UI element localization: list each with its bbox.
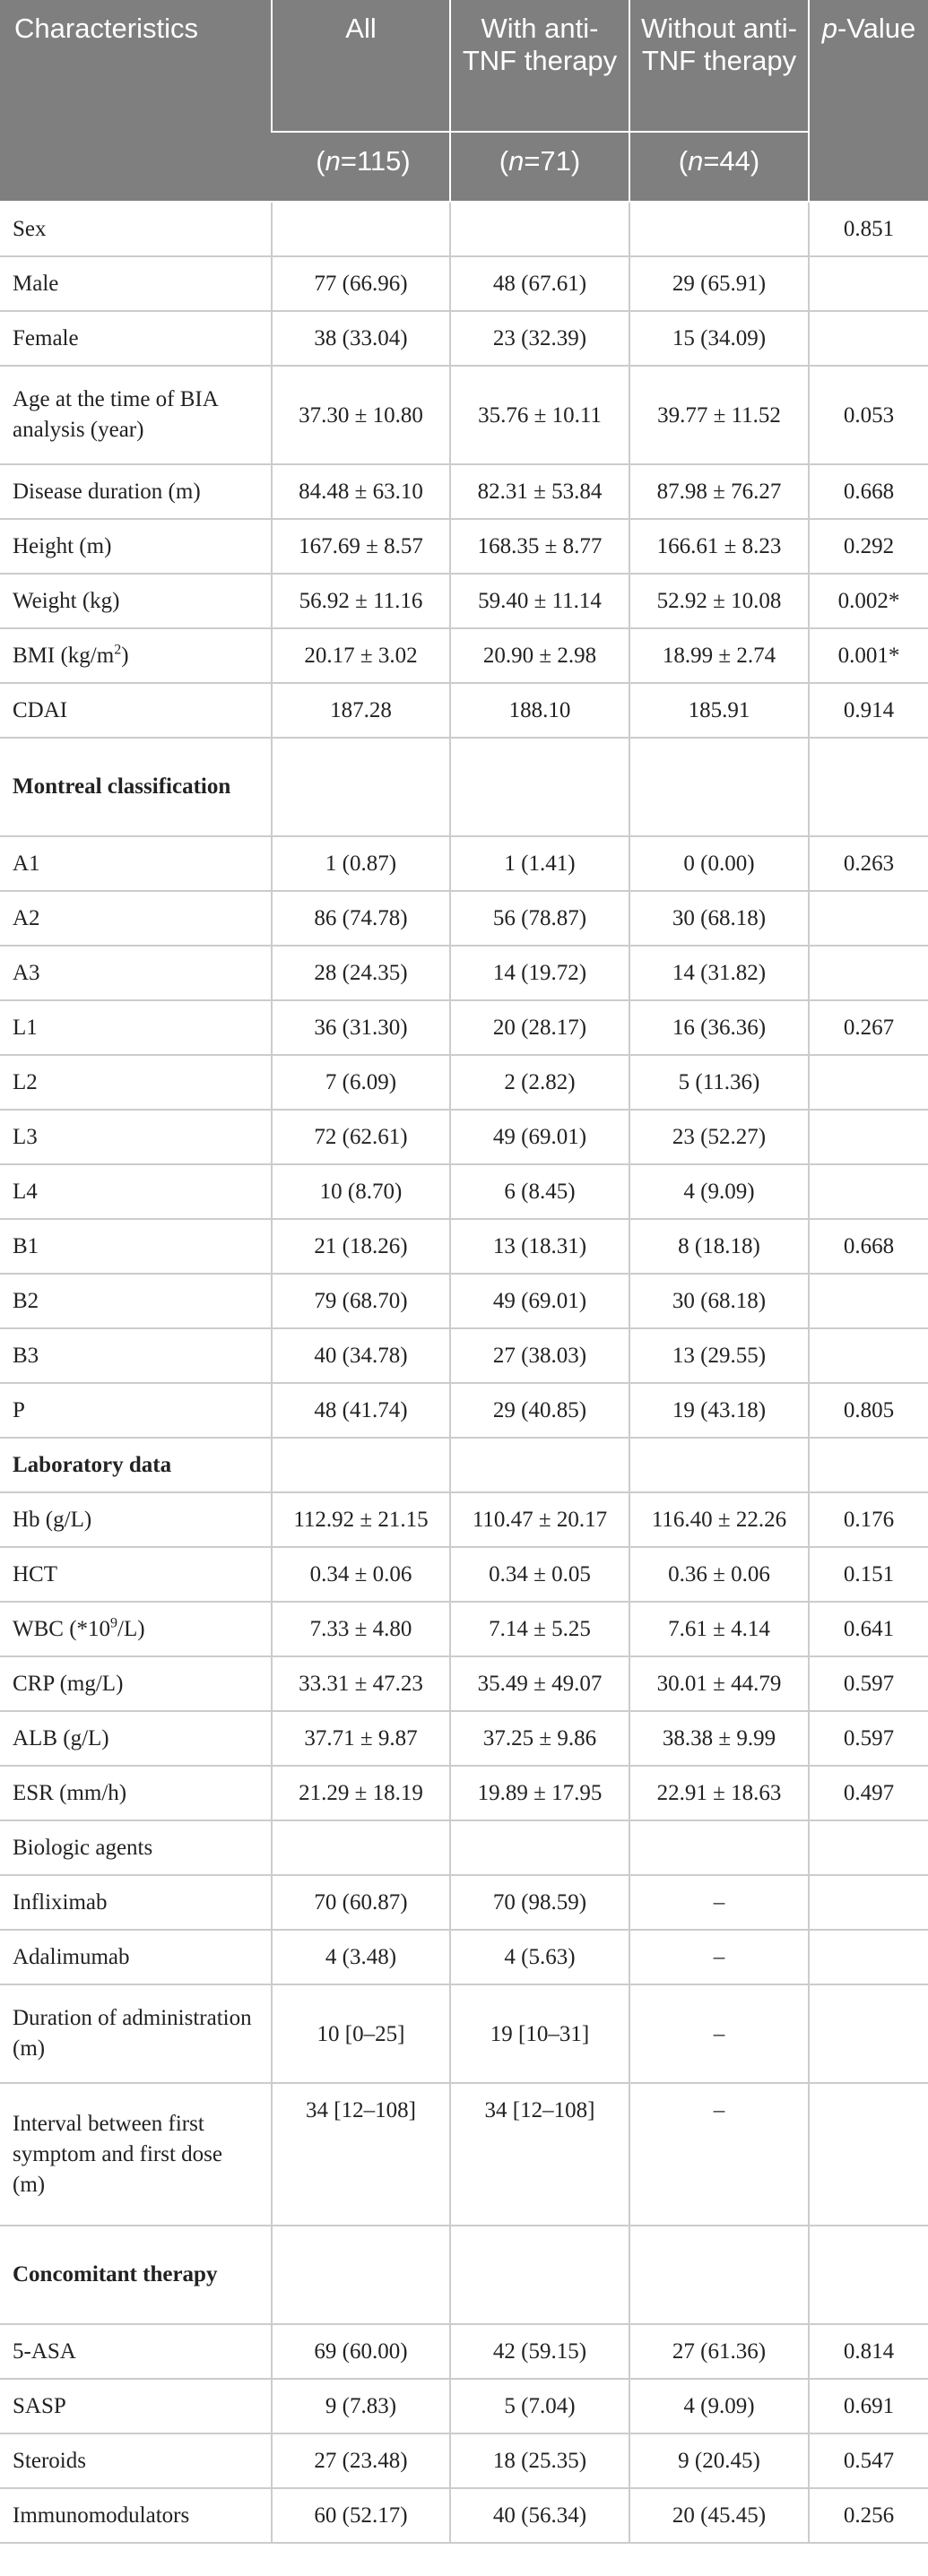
row-label: Biologic agents xyxy=(0,1820,272,1875)
row-label: Height (m) xyxy=(0,519,272,574)
table-row xyxy=(0,256,928,311)
table-row-section xyxy=(0,738,928,836)
cell-with: 34 [12–108] xyxy=(450,2083,629,2226)
cell-all: 4 (3.48) xyxy=(272,1930,450,1984)
cell-without: 38.38 ± 9.99 xyxy=(629,1711,809,1766)
table-row xyxy=(0,202,928,256)
cell-p xyxy=(809,1438,928,1492)
cell-with: 59.40 ± 11.14 xyxy=(450,574,629,628)
row-label: Age at the time of BIA analysis (year) xyxy=(0,366,272,464)
cell-without xyxy=(629,1438,809,1492)
cell-without: 18.99 ± 2.74 xyxy=(629,628,809,683)
cell-with: 23 (32.39) xyxy=(450,311,629,366)
cell-with: 82.31 ± 53.84 xyxy=(450,464,629,519)
cell-p: 0.668 xyxy=(809,1219,928,1274)
row-label: ALB (g/L) xyxy=(0,1711,272,1766)
cell-p xyxy=(809,311,928,366)
cell-without: 4 (9.09) xyxy=(629,1164,809,1219)
table-row-section xyxy=(0,1438,928,1492)
header-n-all xyxy=(272,132,450,202)
cell-with: 168.35 ± 8.77 xyxy=(450,519,629,574)
cell-p xyxy=(809,946,928,1000)
cell-with: 6 (8.45) xyxy=(450,1164,629,1219)
row-label: HCT xyxy=(0,1547,272,1602)
n-all-var: n xyxy=(325,145,341,177)
cell-p: 0.805 xyxy=(809,1383,928,1438)
p-value-rest: -Value xyxy=(837,13,916,44)
cell-with: 27 (38.03) xyxy=(450,1328,629,1383)
table-row xyxy=(0,1984,928,2083)
row-label: CRP (mg/L) xyxy=(0,1656,272,1711)
row-label: Immunomodulators xyxy=(0,2488,272,2543)
cell-p: 0.256 xyxy=(809,2488,928,2543)
cell-without: 9 (20.45) xyxy=(629,2433,809,2488)
row-label: Duration of administration (m) xyxy=(0,1984,272,2083)
cell-with: 110.47 ± 20.17 xyxy=(450,1492,629,1547)
header-all: All xyxy=(272,0,450,132)
row-label: 5-ASA xyxy=(0,2324,272,2379)
cell-p xyxy=(809,1274,928,1328)
cell-with: 20 (28.17) xyxy=(450,1000,629,1055)
cell-p: 0.597 xyxy=(809,1656,928,1711)
cell-p xyxy=(809,1930,928,1984)
cell-without xyxy=(629,738,809,836)
cell-with: 70 (98.59) xyxy=(450,1875,629,1930)
row-label: SASP xyxy=(0,2379,272,2433)
cell-all: 27 (23.48) xyxy=(272,2433,450,2488)
table-row xyxy=(0,1492,928,1547)
header-row xyxy=(0,0,928,132)
cell-all: 72 (62.61) xyxy=(272,1110,450,1164)
cell-p: 0.641 xyxy=(809,1602,928,1656)
cell-all: 70 (60.87) xyxy=(272,1875,450,1930)
cell-p xyxy=(809,891,928,946)
cell-p: 0.001* xyxy=(809,628,928,683)
table-row xyxy=(0,464,928,519)
header-characteristics: Characteristics xyxy=(0,0,272,202)
row-label: Sex xyxy=(0,202,272,256)
header-with-anti-tnf: With anti-TNF therapy xyxy=(450,0,629,132)
cell-p xyxy=(809,738,928,836)
cell-p: 0.597 xyxy=(809,1711,928,1766)
cell-without: 13 (29.55) xyxy=(629,1328,809,1383)
cell-p: 0.151 xyxy=(809,1547,928,1602)
table-row xyxy=(0,311,928,366)
bmi-sup: 2 xyxy=(114,642,122,658)
cell-all: 69 (60.00) xyxy=(272,2324,450,2379)
row-label: A1 xyxy=(0,836,272,891)
section-label: Concomitant therapy xyxy=(0,2226,272,2324)
table-row xyxy=(0,2433,928,2488)
header-n-without xyxy=(629,132,809,202)
cell-all: 37.30 ± 10.80 xyxy=(272,366,450,464)
cell-without xyxy=(629,2226,809,2324)
cell-without: 14 (31.82) xyxy=(629,946,809,1000)
cell-with: 40 (56.34) xyxy=(450,2488,629,2543)
cell-all: 34 [12–108] xyxy=(272,2083,450,2226)
n-without-val: =44) xyxy=(703,145,760,177)
cell-with: 42 (59.15) xyxy=(450,2324,629,2379)
wbc-label-end: /L) xyxy=(117,1617,145,1641)
table-row xyxy=(0,1274,928,1328)
cell-all: 36 (31.30) xyxy=(272,1000,450,1055)
table-row xyxy=(0,1328,928,1383)
bmi-label-end: ) xyxy=(121,644,129,668)
cell-without: 5 (11.36) xyxy=(629,1055,809,1110)
cell-with: 49 (69.01) xyxy=(450,1274,629,1328)
header-without-anti-tnf: Without anti-TNF therapy xyxy=(629,0,809,132)
row-label xyxy=(0,1602,272,1656)
cell-all xyxy=(272,1820,450,1875)
cell-with: 19 [10–31] xyxy=(450,1984,629,2083)
cell-p: 0.814 xyxy=(809,2324,928,2379)
cell-without: 30.01 ± 44.79 xyxy=(629,1656,809,1711)
cell-all: 112.92 ± 21.15 xyxy=(272,1492,450,1547)
cell-without: 8 (18.18) xyxy=(629,1219,809,1274)
row-label: Interval between first symptom and first dose (m) xyxy=(0,2083,272,2226)
cell-p xyxy=(809,1055,928,1110)
cell-p: 0.547 xyxy=(809,2433,928,2488)
cell-without: 39.77 ± 11.52 xyxy=(629,366,809,464)
cell-all: 28 (24.35) xyxy=(272,946,450,1000)
cell-with: 35.49 ± 49.07 xyxy=(450,1656,629,1711)
cell-without: 30 (68.18) xyxy=(629,891,809,946)
row-label: Infliximab xyxy=(0,1875,272,1930)
cell-p: 0.497 xyxy=(809,1766,928,1820)
cell-with: 1 (1.41) xyxy=(450,836,629,891)
table-row xyxy=(0,1219,928,1274)
cell-p: 0.668 xyxy=(809,464,928,519)
n-with-open: ( xyxy=(499,145,509,177)
n-with-val: =71) xyxy=(524,145,581,177)
table-row xyxy=(0,1930,928,1984)
cell-without: 30 (68.18) xyxy=(629,1274,809,1328)
cell-without: 20 (45.45) xyxy=(629,2488,809,2543)
table-row xyxy=(0,1547,928,1602)
cell-with xyxy=(450,1820,629,1875)
cell-all: 20.17 ± 3.02 xyxy=(272,628,450,683)
row-label: L2 xyxy=(0,1055,272,1110)
cell-all: 7 (6.09) xyxy=(272,1055,450,1110)
table-row xyxy=(0,519,928,574)
table-row xyxy=(0,1656,928,1711)
cell-with: 19.89 ± 17.95 xyxy=(450,1766,629,1820)
wbc-label: WBC (*10 xyxy=(13,1617,111,1641)
cell-without: 166.61 ± 8.23 xyxy=(629,519,809,574)
cell-with: 48 (67.61) xyxy=(450,256,629,311)
table-row-section xyxy=(0,2226,928,2324)
cell-p: 0.914 xyxy=(809,683,928,738)
table-row xyxy=(0,2083,928,2226)
cell-all: 33.31 ± 47.23 xyxy=(272,1656,450,1711)
cell-p: 0.267 xyxy=(809,1000,928,1055)
cell-without xyxy=(629,202,809,256)
cell-all xyxy=(272,2226,450,2324)
cell-without: – xyxy=(629,1984,809,2083)
cell-p xyxy=(809,2226,928,2324)
row-label: Adalimumab xyxy=(0,1930,272,1984)
cell-all xyxy=(272,202,450,256)
row-label: Female xyxy=(0,311,272,366)
cell-all: 56.92 ± 11.16 xyxy=(272,574,450,628)
table-row xyxy=(0,628,928,683)
cell-all: 60 (52.17) xyxy=(272,2488,450,2543)
cell-all: 48 (41.74) xyxy=(272,1383,450,1438)
n-without-var: n xyxy=(688,145,704,177)
row-label: CDAI xyxy=(0,683,272,738)
cell-with: 4 (5.63) xyxy=(450,1930,629,1984)
wbc-sup: 9 xyxy=(110,1615,118,1631)
cell-without: – xyxy=(629,1930,809,1984)
cell-without: 4 (9.09) xyxy=(629,2379,809,2433)
row-label: Disease duration (m) xyxy=(0,464,272,519)
cell-all: 1 (0.87) xyxy=(272,836,450,891)
cell-all xyxy=(272,1438,450,1492)
n-all-open: ( xyxy=(316,145,325,177)
cell-with: 14 (19.72) xyxy=(450,946,629,1000)
cell-all: 86 (74.78) xyxy=(272,891,450,946)
table-row xyxy=(0,1000,928,1055)
n-with-var: n xyxy=(508,145,525,177)
cell-all: 9 (7.83) xyxy=(272,2379,450,2433)
cell-with: 2 (2.82) xyxy=(450,1055,629,1110)
table-row xyxy=(0,1820,928,1875)
row-label: ESR (mm/h) xyxy=(0,1766,272,1820)
row-label: B3 xyxy=(0,1328,272,1383)
cell-all: 84.48 ± 63.10 xyxy=(272,464,450,519)
row-label: A2 xyxy=(0,891,272,946)
cell-without: 27 (61.36) xyxy=(629,2324,809,2379)
cell-p: 0.691 xyxy=(809,2379,928,2433)
cell-all: 77 (66.96) xyxy=(272,256,450,311)
table-row xyxy=(0,2324,928,2379)
cell-without: – xyxy=(629,2083,809,2226)
table-row xyxy=(0,1164,928,1219)
cell-without xyxy=(629,1820,809,1875)
cell-p xyxy=(809,1110,928,1164)
cell-without: 185.91 xyxy=(629,683,809,738)
table-row xyxy=(0,946,928,1000)
cell-with: 5 (7.04) xyxy=(450,2379,629,2433)
table-row xyxy=(0,1602,928,1656)
cell-p: 0.002* xyxy=(809,574,928,628)
row-label: P xyxy=(0,1383,272,1438)
cell-with: 18 (25.35) xyxy=(450,2433,629,2488)
cell-with: 37.25 ± 9.86 xyxy=(450,1711,629,1766)
cell-all: 38 (33.04) xyxy=(272,311,450,366)
section-label: Laboratory data xyxy=(0,1438,272,1492)
cell-without: 0.36 ± 0.06 xyxy=(629,1547,809,1602)
table-row xyxy=(0,1711,928,1766)
section-label: Montreal classification xyxy=(0,738,272,836)
cell-all xyxy=(272,738,450,836)
table-row xyxy=(0,1110,928,1164)
cell-with: 56 (78.87) xyxy=(450,891,629,946)
cell-p: 0.053 xyxy=(809,366,928,464)
n-without-open: ( xyxy=(678,145,689,177)
n-all-val: =115) xyxy=(340,145,411,177)
cell-with: 188.10 xyxy=(450,683,629,738)
table-row xyxy=(0,891,928,946)
bmi-label: BMI (kg/m xyxy=(13,644,115,668)
cell-all: 167.69 ± 8.57 xyxy=(272,519,450,574)
cell-without: 29 (65.91) xyxy=(629,256,809,311)
cell-with: 7.14 ± 5.25 xyxy=(450,1602,629,1656)
cell-all: 7.33 ± 4.80 xyxy=(272,1602,450,1656)
header-n-with xyxy=(450,132,629,202)
cell-all: 21 (18.26) xyxy=(272,1219,450,1274)
row-label: Steroids xyxy=(0,2433,272,2488)
table-row xyxy=(0,2379,928,2433)
cell-without: 16 (36.36) xyxy=(629,1000,809,1055)
cell-without: 0 (0.00) xyxy=(629,836,809,891)
table-row xyxy=(0,1383,928,1438)
cell-all: 40 (34.78) xyxy=(272,1328,450,1383)
cell-all: 187.28 xyxy=(272,683,450,738)
cell-all: 21.29 ± 18.19 xyxy=(272,1766,450,1820)
row-label: L3 xyxy=(0,1110,272,1164)
cell-with xyxy=(450,738,629,836)
row-label: Hb (g/L) xyxy=(0,1492,272,1547)
table-row xyxy=(0,1875,928,1930)
cell-p: 0.176 xyxy=(809,1492,928,1547)
cell-with: 0.34 ± 0.05 xyxy=(450,1547,629,1602)
cell-with: 13 (18.31) xyxy=(450,1219,629,1274)
row-label: B2 xyxy=(0,1274,272,1328)
cell-p xyxy=(809,1328,928,1383)
cell-p xyxy=(809,1820,928,1875)
cell-without: 15 (34.09) xyxy=(629,311,809,366)
row-label: L1 xyxy=(0,1000,272,1055)
cell-p xyxy=(809,256,928,311)
cell-p xyxy=(809,2083,928,2226)
cell-without: – xyxy=(629,1875,809,1930)
cell-p: 0.263 xyxy=(809,836,928,891)
cell-p: 0.292 xyxy=(809,519,928,574)
header-p-value xyxy=(809,0,928,202)
cell-p: 0.851 xyxy=(809,202,928,256)
cell-without: 22.91 ± 18.63 xyxy=(629,1766,809,1820)
row-label: B1 xyxy=(0,1219,272,1274)
cell-all: 37.71 ± 9.87 xyxy=(272,1711,450,1766)
cell-without: 87.98 ± 76.27 xyxy=(629,464,809,519)
row-label: Weight (kg) xyxy=(0,574,272,628)
cell-all: 0.34 ± 0.06 xyxy=(272,1547,450,1602)
row-label: L4 xyxy=(0,1164,272,1219)
cell-p xyxy=(809,1984,928,2083)
p-italic: p xyxy=(821,13,837,44)
cell-p xyxy=(809,1164,928,1219)
row-label xyxy=(0,628,272,683)
cell-with: 35.76 ± 10.11 xyxy=(450,366,629,464)
cell-p xyxy=(809,1875,928,1930)
cell-with: 29 (40.85) xyxy=(450,1383,629,1438)
cell-with xyxy=(450,202,629,256)
table-row xyxy=(0,683,928,738)
cell-with: 49 (69.01) xyxy=(450,1110,629,1164)
cell-with xyxy=(450,2226,629,2324)
table-row xyxy=(0,836,928,891)
cell-without: 23 (52.27) xyxy=(629,1110,809,1164)
cell-without: 7.61 ± 4.14 xyxy=(629,1602,809,1656)
table-row xyxy=(0,1055,928,1110)
row-label: A3 xyxy=(0,946,272,1000)
table-row xyxy=(0,1766,928,1820)
table-row xyxy=(0,2488,928,2543)
cell-without: 52.92 ± 10.08 xyxy=(629,574,809,628)
cell-all: 79 (68.70) xyxy=(272,1274,450,1328)
cell-with: 20.90 ± 2.98 xyxy=(450,628,629,683)
cell-all: 10 (8.70) xyxy=(272,1164,450,1219)
row-label: Male xyxy=(0,256,272,311)
cell-with xyxy=(450,1438,629,1492)
table-row xyxy=(0,366,928,464)
table-row xyxy=(0,574,928,628)
cell-all: 10 [0–25] xyxy=(272,1984,450,2083)
cell-without: 19 (43.18) xyxy=(629,1383,809,1438)
cell-without: 116.40 ± 22.26 xyxy=(629,1492,809,1547)
